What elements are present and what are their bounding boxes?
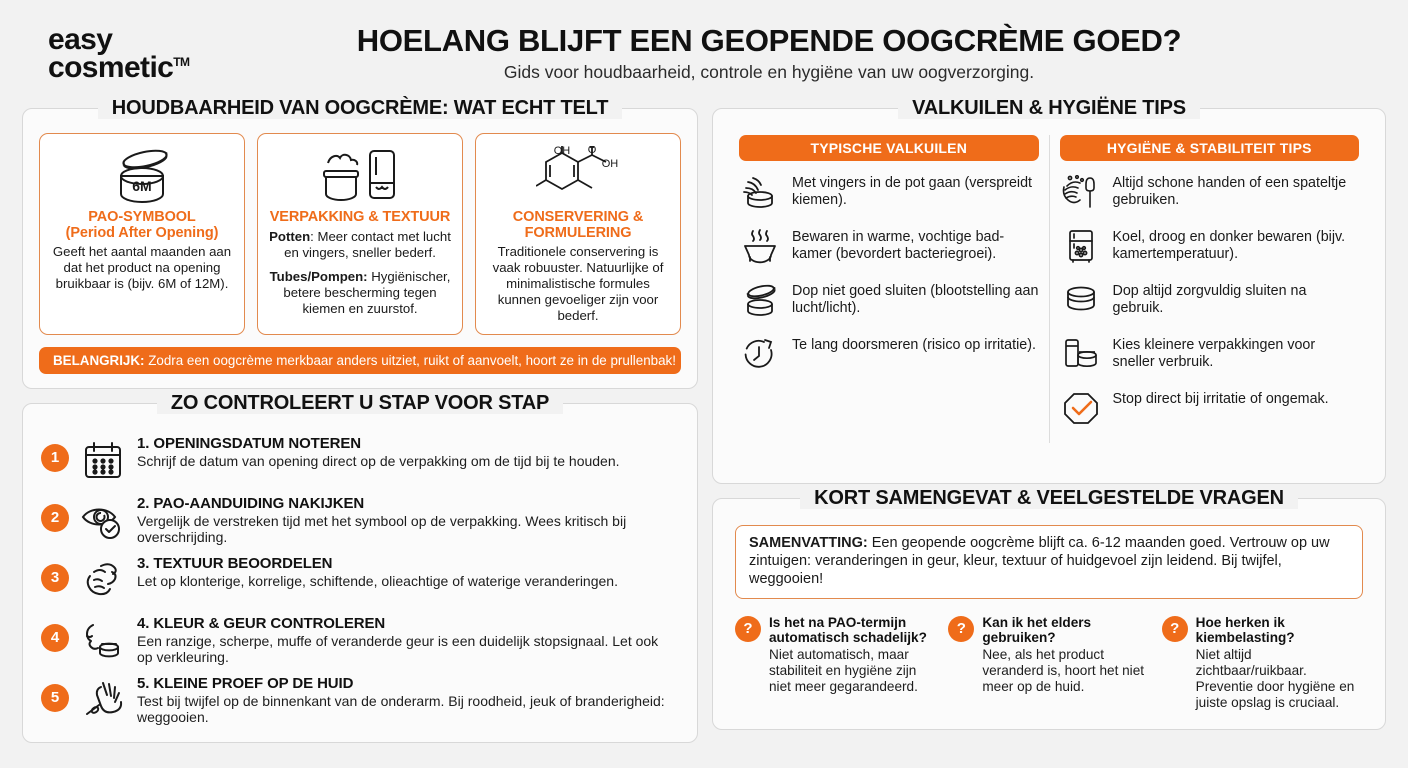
faq-item [948, 615, 1149, 711]
tip-text: Bewaren in warme, vochtige bad-kamer (bevordert bacteriegroei). [792, 229, 1005, 262]
svg-text:6M: 6M [132, 178, 152, 194]
step-number-5: 5 [41, 684, 69, 712]
faq-list [735, 615, 1363, 715]
step-item [41, 492, 675, 546]
card-packaging-para2-label: Tubes/Pompen: [269, 269, 368, 285]
step-title-4: 4. KLEUR & GEUR CONTROLEREN [137, 614, 386, 632]
step-desc-4: Een ranzige, scherpe, muffe of veranderde geur is een duidelijk stopsignaal. Let ook op verkleuring. [137, 632, 659, 665]
step-desc-2: Vergelijk de verstreken tijd met het symbool op de verpakking. Wees kritisch bij overschrijding. [137, 512, 627, 545]
tip-text: Stop direct bij irritatie of ongemak. [1112, 391, 1329, 407]
calendar-icon [77, 436, 129, 486]
tip-item [1060, 335, 1360, 375]
step-number-1: 1 [41, 444, 69, 472]
card-packaging-para1 [266, 229, 454, 261]
faq-item [1162, 615, 1363, 711]
faq-answer-3: Niet altijd zichtbaar/ruikbaar. Preventie door hygiëne en juiste opslag is cruciaal. [1195, 647, 1355, 711]
content-columns [0, 97, 1408, 743]
important-strip-label: BELANGRIJK: [53, 352, 145, 368]
svg-text:OH: OH [553, 146, 571, 157]
card-packaging-para1-text: : Meer contact met lucht en vingers, sneller bederf. [284, 228, 451, 260]
page-header [0, 0, 1408, 108]
steps-list [39, 430, 681, 728]
card-pao-body [48, 244, 236, 292]
tip-text: Koel, droog en donker bewaren (bijv. kamertemperatuur). [1112, 229, 1346, 262]
panel-tips-title: VALKUILEN & HYGIËNE TIPS [898, 97, 1200, 119]
panel-summary-title: KORT SAMENGEVAT & VEELGESTELDE VRAGEN [800, 487, 1298, 509]
tips-pitfalls-column [729, 135, 1049, 443]
page-subtitle: Gids voor houdbaarheid, controle en hygiëne van uw oogverzorging. [503, 61, 1035, 82]
brand-logo [28, 23, 318, 84]
faq-question-3: Hoe herken ik kiembelasting? [1195, 614, 1295, 646]
card-packaging-para2 [266, 269, 454, 317]
svg-text:OH: OH [601, 158, 619, 170]
header-headings [318, 25, 1380, 83]
faq-question-2: Kan ik het elders gebruiken? [982, 614, 1092, 646]
card-pao-title-line1: PAO-SYMBOOL [88, 209, 196, 225]
faq-item [735, 615, 936, 711]
card-preservation-title-line2: FORMULERING [524, 224, 632, 241]
tip-text: Dop niet goed sluiten (blootstelling aan lucht/licht). [792, 283, 1039, 316]
faq-answer-2: Nee, als het product veranderd is, hoort het niet meer op de huid. [982, 647, 1145, 695]
durability-cards [39, 133, 681, 335]
panel-summary [712, 487, 1386, 730]
tip-text: Altijd schone handen of een spateltje gebruiken. [1112, 175, 1347, 208]
question-mark-icon: ? [735, 616, 761, 642]
brand-logo-line2 [48, 50, 190, 84]
panel-steps-title: ZO CONTROLEERT U STAP VOOR STAP [157, 392, 563, 414]
step-text-5 [137, 672, 675, 726]
tip-item [739, 281, 1039, 321]
card-pao-symbol [39, 133, 245, 335]
faq-question-1: Is het na PAO-termijn automatisch schadelijk? [769, 614, 927, 646]
step-number-2: 2 [41, 504, 69, 532]
card-pao-text: Geeft het aantal maanden aan dat het product na opening bruikbaar is (bijv. 6M of 12M). [52, 244, 232, 291]
tip-item [1060, 227, 1360, 267]
pill-hygiene-stability: HYGIËNE & STABILITEIT TIPS [1060, 135, 1360, 161]
fingers-in-jar-icon [739, 173, 781, 213]
svg-text:O: O [587, 146, 597, 156]
open-lid-jar-icon [739, 281, 781, 321]
brand-logo-line1: easy [48, 23, 113, 57]
card-pao-title [66, 210, 219, 241]
card-packaging-body [266, 229, 454, 317]
step-text-1 [137, 432, 675, 469]
panel-durability [22, 97, 698, 389]
step-item [41, 552, 675, 606]
important-strip [39, 347, 681, 374]
summary-box [735, 525, 1363, 599]
card-pao-title-line2: (Period After Opening) [65, 224, 219, 241]
tip-text: Te lang doorsmeren (risico op irritatie). [792, 337, 1036, 353]
right-column [712, 97, 1386, 743]
clock-icon [739, 335, 781, 375]
card-preservation-text: Traditionele conservering is vaak robuuster. Natuurlijke of minimalistische formules kunnen gevoeliger zijn voor bederf. [492, 244, 664, 323]
eye-check-icon [77, 496, 129, 546]
step-item [41, 432, 675, 486]
closed-jar-icon [1060, 281, 1102, 321]
tip-item [1060, 281, 1360, 321]
step-item [41, 672, 675, 726]
faq-body [1196, 615, 1363, 711]
faq-answer-1: Niet automatisch, maar stabiliteit en hygiëne zijn niet meer gegarandeerd. [769, 647, 918, 695]
panel-steps [22, 391, 698, 743]
brand-logo-word: cosmetic [48, 50, 174, 84]
card-packaging-texture [257, 133, 463, 335]
tip-item [739, 227, 1039, 267]
tip-text: Met vingers in de pot gaan (verspreidt kiemen). [792, 175, 1032, 208]
nose-smell-jar-icon [77, 616, 129, 666]
trademark-mark: TM [173, 54, 190, 69]
step-title-1: 1. OPENINGSDATUM NOTEREN [137, 434, 362, 452]
panel-tips [712, 97, 1386, 484]
tip-text: Kies kleinere verpakkingen voor sneller verbruik. [1112, 337, 1316, 370]
tip-item [1060, 173, 1360, 213]
pill-typical-pitfalls: TYPISCHE VALKUILEN [739, 135, 1039, 161]
question-mark-icon: ? [948, 616, 974, 642]
card-preservation-title-line1: CONSERVERING & [512, 209, 644, 225]
step-text-3 [137, 552, 675, 589]
step-number-4: 4 [41, 624, 69, 652]
step-title-5: 5. KLEINE PROEF OP DE HUID [137, 674, 354, 692]
step-text-4 [137, 612, 675, 666]
tip-item [739, 173, 1039, 213]
step-title-2: 2. PAO-AANDUIDING NAKIJKEN [137, 494, 365, 512]
question-mark-icon: ? [1162, 616, 1188, 642]
left-column [22, 97, 698, 743]
step-item [41, 612, 675, 666]
tip-item [1060, 389, 1360, 429]
faq-body [769, 615, 936, 695]
summary-label: SAMENVATTING: [749, 535, 868, 551]
jar-and-tube-icon [314, 144, 406, 206]
tips-columns [729, 135, 1369, 443]
tip-item [739, 335, 1039, 375]
summary-text: Een geopende oogcrème blijft ca. 6-12 maanden goed. Vertrouw op uw zintuigen: veranderingen in geur, kleur, textuur of huidgevoel zijn leidend. Bij twijfel, weggooien! [749, 535, 1330, 587]
card-preservation-title [513, 210, 643, 241]
card-preservation-body [484, 244, 672, 323]
open-jar-6m-icon [105, 144, 179, 206]
fingers-texture-icon [77, 556, 129, 606]
tips-hygiene-column [1049, 135, 1370, 443]
small-packaging-icon [1060, 335, 1102, 375]
step-number-3: 3 [41, 564, 69, 592]
octagon-check-icon [1060, 389, 1102, 429]
washing-hands-spatula-icon [1060, 173, 1102, 213]
card-packaging-para2-text: Hygiënischer, betere bescherming tegen kiemen en zuurstof. [283, 269, 451, 317]
panel-durability-title: HOUDBAARHEID VAN OOGCRÈME: WAT ECHT TELT [98, 97, 622, 119]
hand-patch-test-icon [77, 676, 129, 726]
step-text-2 [137, 492, 675, 546]
card-preservation-formulation [475, 133, 681, 335]
step-desc-1: Schrijf de datum van opening direct op de verpakking om de tijd bij te houden. [137, 452, 620, 469]
panel-steps-title-wrap [23, 392, 697, 415]
molecule-icon [536, 144, 620, 206]
card-packaging-para1-label: Potten [269, 228, 311, 244]
fridge-icon [1060, 227, 1102, 267]
card-packaging-title [270, 210, 451, 226]
card-packaging-title-line1: VERPAKKING & TEXTUUR [269, 209, 451, 225]
panel-summary-title-wrap [713, 487, 1385, 510]
step-desc-3: Let op klonterige, korrelige, schiftende, olieachtige of waterige veranderingen. [137, 572, 618, 589]
step-desc-5: Test bij twijfel op de binnenkant van de onderarm. Bij roodheid, jeuk of branderigheid: weggooien. [137, 692, 665, 725]
step-title-3: 3. TEXTUUR BEOORDELEN [137, 554, 333, 572]
page-title: HOELANG BLIJFT EEN GEOPENDE OOGCRÈME GOED? [356, 23, 1182, 59]
important-strip-text: Zodra een oogcrème merkbaar anders uitziet, ruikt of aanvoelt, hoort ze in de prullenbak! [144, 352, 676, 368]
faq-body [982, 615, 1149, 695]
tip-text: Dop altijd zorgvuldig sluiten na gebruik. [1112, 283, 1307, 316]
steamy-bathtub-icon [739, 227, 781, 267]
